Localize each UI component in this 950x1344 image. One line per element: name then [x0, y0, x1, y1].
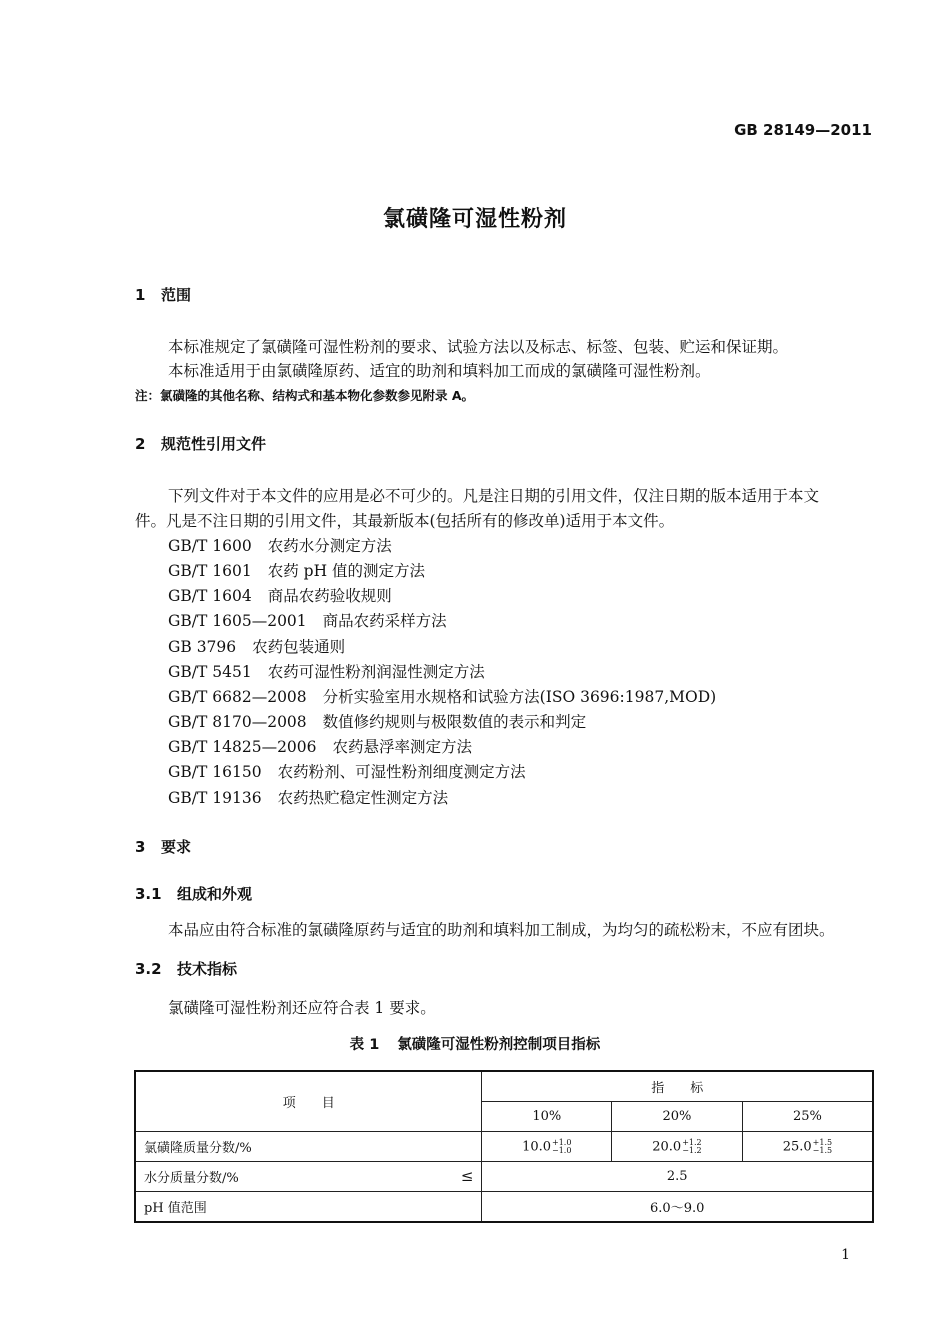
reference-title: 农药粉剂、可湿性粉剂细度测定方法	[277, 763, 526, 781]
reference-code: GB/T 6682—2008	[168, 688, 307, 706]
row-label-water	[135, 1162, 482, 1192]
reference-item	[168, 760, 526, 782]
tolerance-plus: +1.5	[812, 1137, 833, 1147]
reference-item	[168, 584, 392, 606]
value-base: 20.0	[652, 1139, 682, 1154]
water-value: 2.5	[482, 1162, 873, 1192]
reference-item	[168, 735, 472, 757]
reference-code: GB/T 1605—2001	[168, 612, 307, 630]
section-1-heading	[135, 284, 191, 305]
reference-item	[168, 710, 586, 732]
table-caption	[0, 1033, 950, 1054]
section-3-2-heading	[135, 958, 237, 979]
section-title: 范围	[161, 286, 192, 304]
reference-code: GB/T 1600	[168, 537, 252, 555]
section-title: 组成和外观	[177, 885, 253, 903]
tolerance	[813, 1139, 832, 1155]
section-title: 规范性引用文件	[161, 435, 267, 453]
reference-item	[168, 660, 485, 682]
normative-intro-line-1: 下列文件对于本文件的应用是必不可少的。凡是注日期的引用文件，仅注日期的版本适用于本文	[168, 487, 820, 505]
section-number: 2	[135, 435, 146, 453]
reference-item	[168, 559, 425, 581]
reference-code: GB/T 1604	[168, 587, 252, 605]
content-value-10	[482, 1132, 612, 1162]
reference-code: GB/T 5451	[168, 663, 252, 681]
ph-value: 6.0～9.0	[482, 1192, 873, 1223]
content-value-20	[612, 1132, 743, 1162]
value-base: 25.0	[782, 1139, 812, 1154]
reference-item	[168, 685, 716, 707]
grade-10: 10%	[482, 1102, 612, 1132]
row-label-text: 水分质量分数/%	[144, 1171, 239, 1186]
table-row	[135, 1192, 873, 1223]
section-number: 3.1	[135, 885, 162, 903]
reference-item	[168, 534, 392, 556]
section-3-1-heading	[135, 883, 252, 904]
scope-paragraph-1: 本标准规定了氯磺隆可湿性粉剂的要求、试验方法以及标志、标签、包装、贮运和保证期。	[168, 338, 789, 356]
tolerance-plus: +1.2	[682, 1137, 702, 1147]
grade-25: 25%	[742, 1102, 873, 1132]
reference-title: 农药 pH 值的测定方法	[267, 562, 426, 580]
row-label-content: 氯磺隆质量分数/%	[135, 1132, 482, 1162]
tolerance	[552, 1139, 571, 1155]
spec-table	[134, 1070, 874, 1223]
tolerance	[682, 1139, 701, 1155]
section-number: 3	[135, 838, 146, 856]
reference-code: GB/T 16150	[168, 763, 262, 781]
reference-code: GB/T 8170—2008	[168, 713, 307, 731]
header-index: 指 标	[482, 1071, 873, 1102]
reference-code: GB/T 19136	[168, 789, 262, 807]
reference-title: 农药水分测定方法	[267, 537, 392, 555]
section-3-heading	[135, 836, 191, 857]
section-number: 3.2	[135, 960, 162, 978]
scope-note: 注：氯磺隆的其他名称、结构式和基本物化参数参见附录 A。	[135, 388, 475, 403]
composition-paragraph: 本品应由符合标准的氯磺隆原药与适宜的助剂和填料加工制成，为均匀的疏松粉末，不应有团块。	[168, 921, 835, 939]
page-number: 1	[841, 1247, 850, 1263]
standard-number: GB 28149—2011	[734, 121, 872, 139]
section-2-heading	[135, 433, 266, 454]
table-caption-number: 表 1	[349, 1037, 380, 1053]
reference-item	[168, 786, 448, 808]
reference-title: 数值修约规则与极限数值的表示和判定	[322, 713, 587, 731]
table-row	[135, 1132, 873, 1162]
tolerance-minus: −1.0	[552, 1145, 572, 1155]
content-value-25	[742, 1132, 873, 1162]
tech-paragraph: 氯磺隆可湿性粉剂还应符合表 1 要求。	[168, 999, 436, 1017]
reference-code: GB/T 14825—2006	[168, 738, 317, 756]
reference-item	[168, 609, 447, 631]
reference-code: GB 3796	[168, 638, 237, 656]
section-title: 要求	[161, 838, 192, 856]
header-item: 项 目	[135, 1071, 482, 1132]
reference-title: 农药可湿性粉剂润湿性测定方法	[267, 663, 485, 681]
reference-title: 农药包装通则	[252, 638, 346, 656]
row-label-ph: pH 值范围	[135, 1192, 482, 1223]
value-base: 10.0	[522, 1139, 552, 1154]
reference-title: 商品农药验收规则	[267, 587, 392, 605]
grade-20: 20%	[612, 1102, 743, 1132]
document-title: 氯磺隆可湿性粉剂	[382, 207, 567, 232]
normative-intro-line-2: 件。凡是不注日期的引用文件，其最新版本(包括所有的修改单)适用于本文件。	[135, 512, 675, 530]
tolerance-minus: −1.5	[812, 1145, 833, 1155]
table-header-row	[135, 1071, 873, 1102]
section-number: 1	[135, 286, 146, 304]
section-title: 技术指标	[177, 960, 238, 978]
reference-title: 商品农药采样方法	[322, 612, 447, 630]
reference-code: GB/T 1601	[168, 562, 252, 580]
reference-title: 农药热贮稳定性测定方法	[277, 789, 449, 807]
tolerance-minus: −1.2	[682, 1145, 702, 1155]
reference-title: 分析实验室用水规格和试验方法(ISO 3696:1987,MOD)	[322, 688, 717, 706]
less-equal-symbol: ≤	[460, 1167, 474, 1185]
table-caption-title: 氯磺隆可湿性粉剂控制项目指标	[397, 1037, 601, 1053]
tolerance-plus: +1.0	[552, 1137, 572, 1147]
reference-title: 农药悬浮率测定方法	[332, 738, 473, 756]
reference-item	[168, 635, 345, 657]
table-row	[135, 1162, 873, 1192]
scope-paragraph-2: 本标准适用于由氯磺隆原药、适宜的助剂和填料加工而成的氯磺隆可湿性粉剂。	[168, 362, 711, 380]
